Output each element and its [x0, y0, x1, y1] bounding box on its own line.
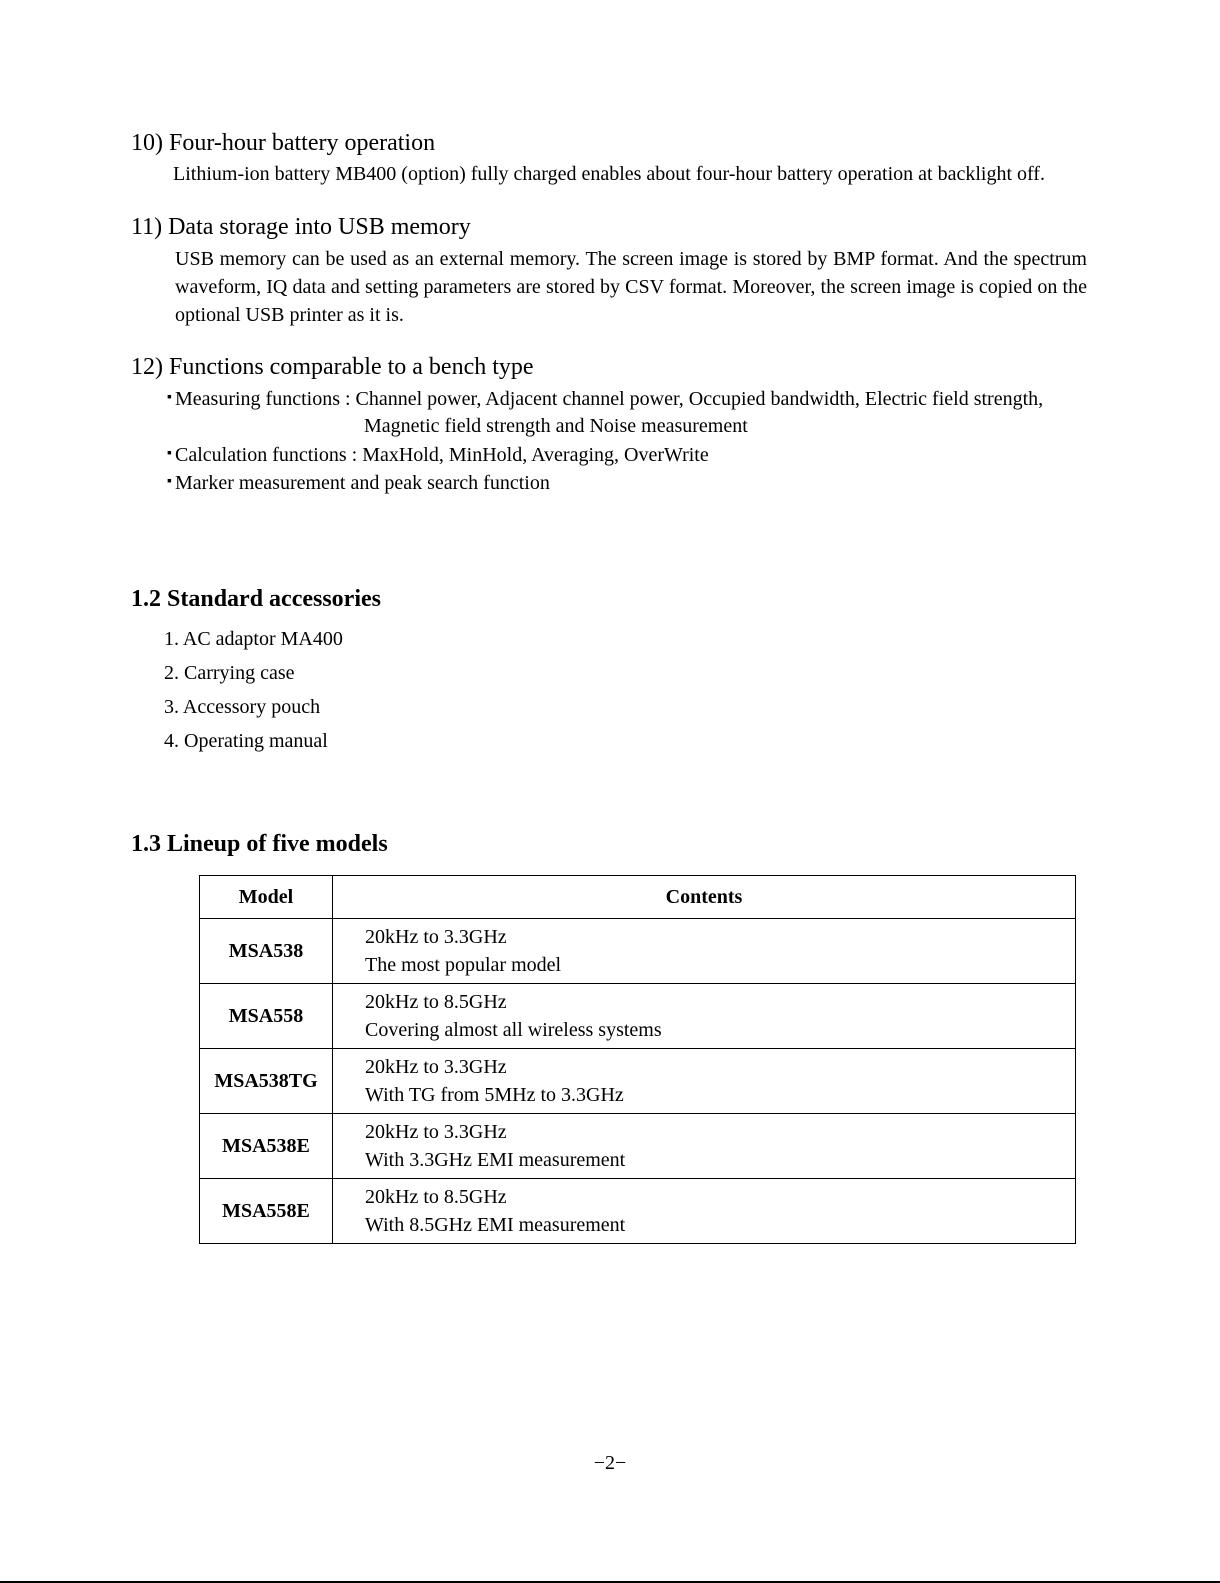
column-header-model: Model	[200, 876, 333, 919]
contents-cell	[333, 919, 1076, 984]
item-11-paragraph: USB memory can be used as an external memory. The screen image is stored by BMP format. And the spectrum waveform, IQ data and setting parameters are stored by CSV format. Moreover, the screen image is copied on the optional USB printer as it is.	[175, 248, 1087, 326]
table-row	[200, 1114, 1076, 1179]
contents-range: 20kHz to 8.5GHz	[365, 1186, 507, 1208]
contents-cell	[333, 1049, 1076, 1114]
bullet-measuring-functions	[167, 384, 1043, 413]
page-number: −2−	[593, 1452, 627, 1474]
item-10-text: Lithium-ion battery MB400 (option) fully charged enables about four-hour battery operation at backlight off.	[173, 163, 1045, 185]
bullet-icon: ▪	[167, 474, 172, 489]
section-standard-accessories-heading: 1.2 Standard accessories	[131, 586, 381, 612]
model-cell: MSA558	[200, 984, 333, 1049]
contents-range: 20kHz to 3.3GHz	[365, 1121, 507, 1143]
contents-range: 20kHz to 3.3GHz	[365, 926, 507, 948]
table-row	[200, 984, 1076, 1049]
accessory-item: 2. Carrying case	[164, 662, 295, 684]
bullet-text: Calculation functions : MaxHold, MinHold, Averaging, OverWrite	[175, 444, 709, 466]
contents-description: With 8.5GHz EMI measurement	[365, 1214, 626, 1236]
contents-cell	[333, 1179, 1076, 1244]
bullet-text: Marker measurement and peak search function	[175, 472, 550, 494]
bullet-text: Measuring functions : Channel power, Adjacent channel power, Occupied bandwidth, Electric field strength,	[175, 388, 1044, 410]
model-cell: MSA538E	[200, 1114, 333, 1179]
item-10-heading: 10) Four-hour battery operation	[131, 130, 436, 156]
contents-description: With TG from 5MHz to 3.3GHz	[365, 1084, 624, 1106]
item-12-heading: 12) Functions comparable to a bench type	[131, 354, 534, 380]
bullet-calculation-functions	[167, 440, 709, 469]
contents-description: With 3.3GHz EMI measurement	[365, 1149, 626, 1171]
lineup-table	[199, 875, 1076, 1244]
bullet-icon: ▪	[167, 390, 172, 405]
bullet-icon: ▪	[167, 446, 172, 461]
table-row	[200, 919, 1076, 984]
table-row	[200, 1049, 1076, 1114]
table-header-row	[200, 876, 1076, 919]
accessory-item: 1. AC adaptor MA400	[164, 628, 343, 650]
contents-range: 20kHz to 8.5GHz	[365, 991, 507, 1013]
model-cell: MSA538TG	[200, 1049, 333, 1114]
column-header-contents: Contents	[333, 876, 1076, 919]
accessory-item: 4. Operating manual	[164, 730, 328, 752]
accessory-item: 3. Accessory pouch	[164, 696, 321, 718]
item-11-heading: 11) Data storage into USB memory	[131, 214, 471, 240]
table-row	[200, 1179, 1076, 1244]
model-cell: MSA558E	[200, 1179, 333, 1244]
model-cell: MSA538	[200, 919, 333, 984]
contents-cell	[333, 1114, 1076, 1179]
bullet-measuring-functions-continued: Magnetic field strength and Noise measurement	[364, 415, 748, 437]
contents-description: The most popular model	[365, 954, 562, 976]
contents-cell	[333, 984, 1076, 1049]
bullet-marker-measurement	[167, 468, 550, 497]
contents-description: Covering almost all wireless systems	[365, 1019, 662, 1041]
section-lineup-heading: 1.3 Lineup of five models	[131, 831, 388, 857]
contents-range: 20kHz to 3.3GHz	[365, 1056, 507, 1078]
